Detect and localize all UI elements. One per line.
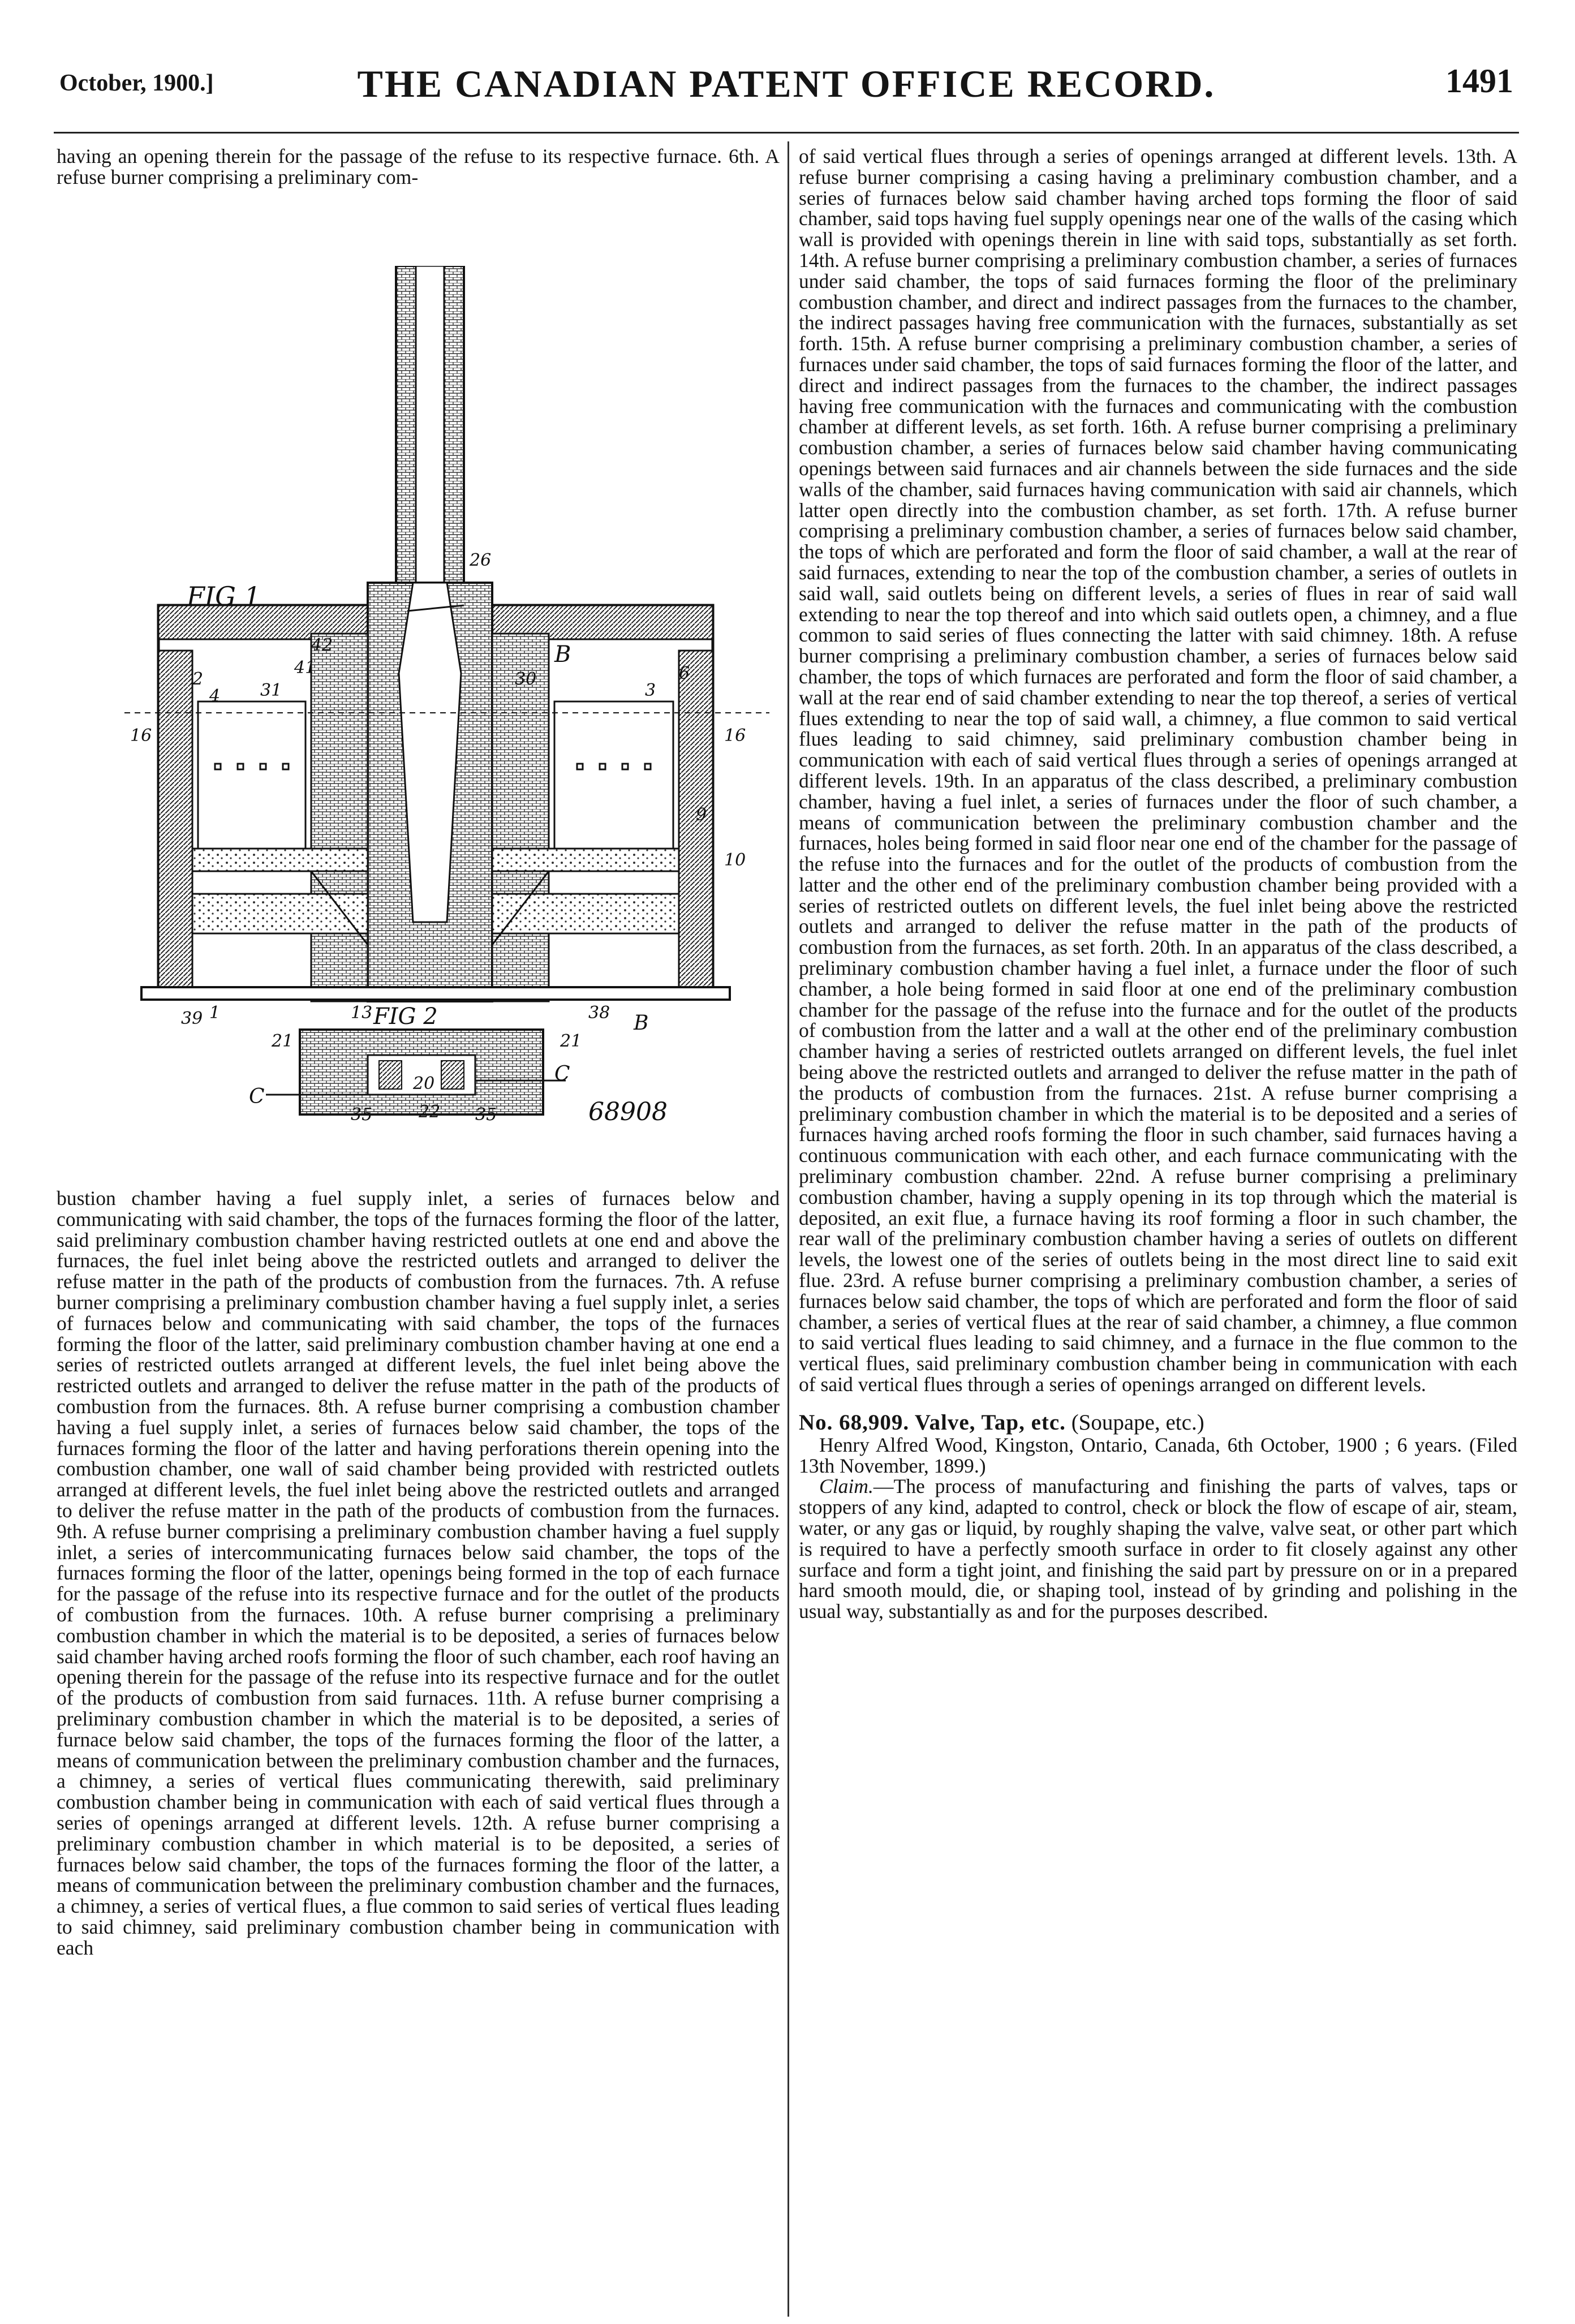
ref-label: 10 (724, 850, 746, 870)
ref-label: 31 (260, 681, 282, 700)
ref-label: 26 (470, 550, 492, 570)
ref-label: 41 (294, 658, 316, 678)
ref-label: 1 (209, 1003, 221, 1023)
patent-number: No. 68,909. (799, 1410, 910, 1435)
ref-label: B (634, 1012, 649, 1035)
patent-drawing-68908 (124, 266, 769, 1148)
patent-title: Valve, Tap, etc. (914, 1410, 1066, 1435)
column-divider (787, 141, 789, 2317)
ref-label: B (554, 642, 571, 668)
patent-number-label: 68908 (588, 1098, 668, 1126)
ref-label: 21 (272, 1031, 294, 1051)
ref-label: 13 (351, 1003, 373, 1023)
patent-claim (799, 1476, 1517, 1622)
ref-label: 16 (130, 726, 152, 746)
burner-body-drawing (124, 583, 769, 1001)
fig-1-label: FIG 1 (187, 581, 261, 612)
ref-label: 35 (351, 1105, 373, 1125)
right-column (799, 146, 1517, 1622)
patent-heading (799, 1411, 1517, 1435)
left-column-bottom (57, 1188, 780, 1958)
left-column-top (57, 146, 780, 188)
ref-label: 21 (560, 1031, 582, 1051)
chimney-drawing (396, 266, 464, 583)
ref-label: C (249, 1085, 265, 1108)
fig-2-drawing (266, 1030, 566, 1114)
ref-label: 35 (475, 1105, 497, 1125)
claim-text-left: bustion chamber having a fuel supply inlet, a series of furnaces below and communicating with said chamber, the tops of the furnaces forming the floor of the latter, said preliminary combustion chamber having restricted outlets at one end and above the furnaces, the fuel inlet being above the restricted outlets and arranged to deliver the refuse matter in the path of the products of combustion from the furnaces. 7th. A refuse burner comprising a preliminary combustion chamber having a fuel supply inlet, a series of furnaces below and communicating with said chamber, the tops of the furnaces forming the floor of the latter, said preliminary combustion chamber having at one end a series of restricted outlets arranged at different levels, the fuel inlet being above the restricted outlets and arranged to deliver the refuse matter in the path of the products of combustion from the furnaces. 8th. A refuse burner comprising a combustion chamber having a fuel supply inlet, a series of furnaces below said chamber, the tops of the furnaces forming the floor of the latter and having perforations therein opening into the combustion chamber, one wall of said chamber being provided with restricted outlets arranged at different levels, the fuel inlet being above the restricted outlets and arranged to deliver the refuse matter in the path of the products of combustion from the furnaces. 9th. A refuse burner comprising a preliminary combustion chamber having a fuel supply inlet, a series of intercommunicating furnaces below said chamber, the tops of the furnaces forming the floor of the latter, openings being formed in the top of each furnace for the passage of the refuse into its respective furnace and for the outlet of the products of combustion from the furnaces. 10th. A refuse burner comprising a preliminary combustion chamber in which the material is to be deposited, a series of furnaces below said chamber having arched roofs forming the floor of such chamber, each roof having an opening therein for the passage of the refuse into its respective furnace and for the outlet of the products of combustion from said furnaces. 11th. A refuse burner comprising a preliminary combustion chamber in which the material is to be deposited, a series of furnace below said chamber, the tops of the furnaces forming the floor of the latter, a means of communication between the preliminary combustion chamber and the furnaces, a chimney, a series of vertical flues communicating therewith, said preliminary combustion chamber being in communication with each of said vertical flues through a series of openings arranged at different levels. 12th. A refuse burner comprising a preliminary combustion chamber in which material is to be deposited, a series of furnaces below said chamber, the tops of the furnaces forming the floor of the latter, a means of communication between the preliminary combustion chamber and the furnaces, a chimney, a series of vertical flues, a flue common to said series of vertical flues leading to said chimney, said preliminary combustion chamber being in communication with each (57, 1187, 780, 1959)
ref-label: 2 (192, 669, 204, 689)
claim-text-top: having an opening therein for the passage of the refuse to its respective furnace. 6th. A refuse burner comprising a preliminary com- (57, 145, 780, 188)
claim-text: —The process of manufacturing and finishing the parts of valves, taps or stoppers of any kind, adapted to control, check or block the flow of escape of air, steam, water, or any gas or liquid, by roughly shaping the valve, valve seat, or other part which is required to have a perfectly smooth surface in order to fit closely against any other surface and form a tight joint, and finishing the said part by pressure on or in a prepared hard smooth mould, die, or shaping tool, instead of by grinding and polishing in the usual way, substantially as and for the purposes described. (799, 1475, 1517, 1623)
claim-text-right: of said vertical flues through a series of openings arranged at different levels. 13th. A refuse burner comprising a casing having a preliminary combustion chamber, and a series of furnaces below said chamber having arched tops forming the floor of said chamber, said tops having fuel supply openings near one of the walls of the casing which wall is provided with openings therein in line with said tops, substantially as set forth. 14th. A refuse burner comprising a preliminary combustion chamber, a series of furnaces under said chamber, the tops of said furnaces forming the floor of the preliminary combustion chamber, and direct and indirect passages from the furnaces to the chamber, the indirect passages having free communication with the furnaces, substantially as set forth. 15th. A refuse burner comprising a preliminary combustion chamber, a series of furnaces under said chamber, the tops of said furnaces forming the floor of the latter, and direct and indirect passages from the furnaces to the chamber, the indirect passages having free communication with the furnaces and communicating with the combustion chamber at different levels, as set forth. 16th. A refuse burner comprising a preliminary combustion chamber, a series of furnaces below said chamber having communicating openings between said furnaces and air channels between the side furnaces and the side walls of the chamber, said furnaces having communication with said air channels, which latter open directly into the combustion chamber, as set forth. 17th. A refuse burner comprising a preliminary combustion chamber, a series of furnaces below said chamber, the tops of which are perforated and form the floor of said chamber, a wall at the rear of said furnaces, extending to near the top of the combustion chamber, a series of outlets in said wall, said outlets being on different levels, a series of flues in rear of said wall extending to near the top thereof and into which said outlets open, a chimney, and a flue common to said series of flues connecting the latter with said chimney. 18th. A refuse burner comprising a preliminary combustion chamber, a series of furnaces below said chamber, the tops of which furnaces are perforated and form the floor of said chamber, a wall at the rear end of said chamber extending to near the top thereof, a series of vertical flues extending to near the top of said wall, a chimney, a flue common to said vertical flues leading to said chimney, said preliminary combustion chamber being in communication with each of said vertical flues through a series of openings arranged at different levels. 19th. In an apparatus of the class described, a preliminary combustion chamber, having a fuel inlet, a series of furnaces under the floor of such chamber, a means of communication between the preliminary combustion chamber and the furnaces, holes being formed in said floor near one end of the chamber for the passage of the refuse into the furnaces and for the outlet of the products of combustion from the latter and the other end of the preliminary combustion chamber being provided with a series of restricted outlets on different levels, the fuel inlet being above the restricted outlets and arranged to deliver the refuse matter in the path of the products of combustion from the furnaces, as set forth. 20th. In an apparatus of the class described, a preliminary combustion chamber having a fuel inlet, a furnace under the floor of such chamber, a hole being formed in said floor at one end of the preliminary combustion chamber for the passage of the refuse into the furnace and for the outlet of the products of combustion from the latter and a wall at the other end of the preliminary combustion chamber having a series of restricted outlets arranged on different levels, the fuel inlet being above the restricted outlets and arranged to deliver the refuse matter in the path of the products of combustion from the furnaces. 21st. A refuse burner comprising a preliminary combustion chamber in which the material is to be deposited and a series of furnaces having arched roofs forming the floor in such chamber, said furnaces having a continuous communication with each other, and each furnace communicating with the preliminary combustion chamber. 22nd. A refuse burner comprising a preliminary combustion chamber, having a supply opening in its top through which the material is deposited, an exit flue, a furnace having its roof forming a floor in such chamber, the rear wall of the preliminary combustion chamber having a series of outlets on different levels, the lowest one of the series of outlets being in the most direct line to said exit flue. 23rd. A refuse burner comprising a preliminary combustion chamber, a series of furnaces below said chamber, the tops of which are perforated and form the floor of said chamber, a series of vertical flues at the rear of said chamber, a chimney, a flue common to said vertical flues leading to said chimney, and a furnace in the flue common to the vertical flues, said preliminary combustion chamber being in communication with each of said vertical flues through a series of openings arranged on different levels. (799, 145, 1517, 1396)
ref-label: C (554, 1062, 570, 1086)
ref-label: 9 (696, 805, 707, 825)
ref-label: 3 (645, 681, 656, 700)
page-header (54, 54, 1519, 110)
claim-label: Claim. (819, 1475, 873, 1498)
ref-label: 20 (413, 1074, 435, 1094)
ref-label: 30 (515, 669, 537, 689)
header-date: October, 1900.] (59, 70, 214, 96)
ref-label: 39 (181, 1009, 203, 1028)
patent-title-french: (Soupape, etc.) (1071, 1410, 1204, 1435)
page-number: 1491 (1445, 62, 1513, 100)
journal-title: THE CANADIAN PATENT OFFICE RECORD. (357, 62, 1216, 105)
fig-2-label: FIG 2 (373, 1004, 438, 1030)
ref-label: 16 (724, 726, 746, 746)
ref-label: 38 (588, 1003, 610, 1023)
header-rule (54, 132, 1519, 134)
patent-inventor: Henry Alfred Wood, Kingston, Ontario, Canada, 6th October, 1900 ; 6 years. (Filed 13th November, 1899.) (799, 1433, 1517, 1477)
ref-label: 6 (679, 664, 690, 683)
ref-label: 4 (209, 686, 221, 706)
ref-label: 22 (419, 1102, 441, 1122)
ref-label: 42 (311, 635, 333, 655)
